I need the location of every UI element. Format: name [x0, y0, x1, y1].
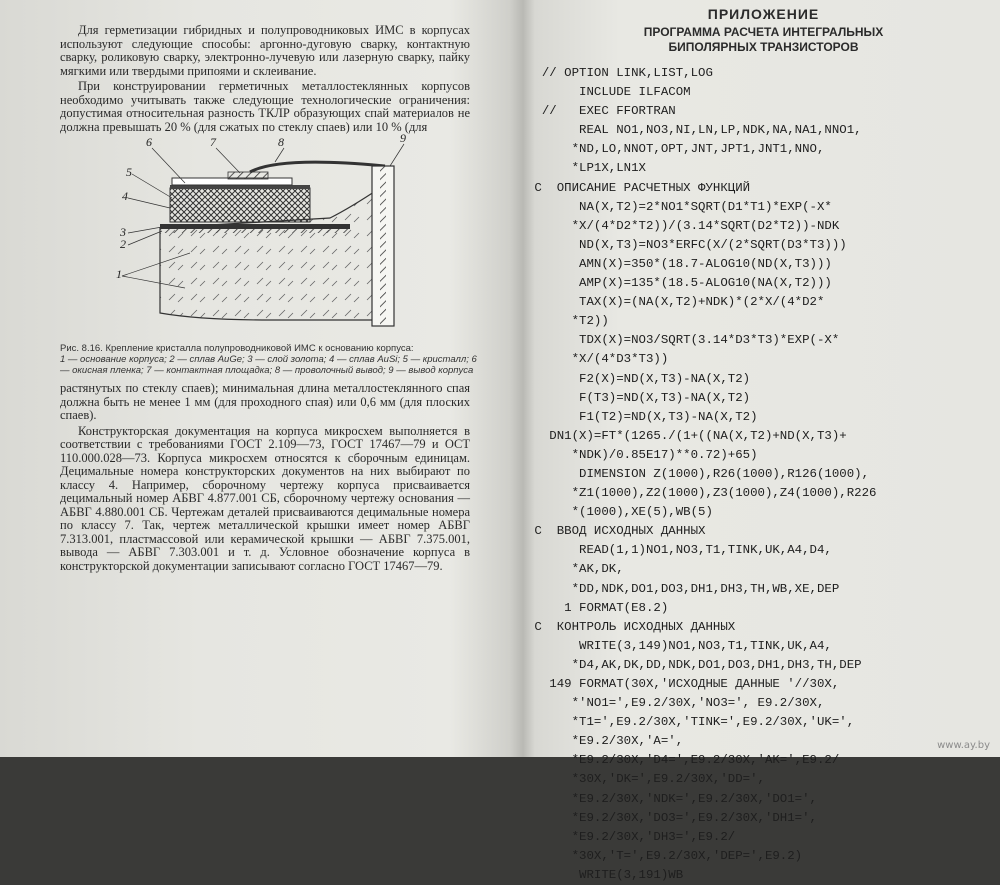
caption-title: Рис. 8.16. Крепление кристалла полупроводниковой ИМС к основанию корпуса:: [60, 343, 414, 354]
code-line: *NDK)/0.85E17)**0.72)+65): [527, 447, 758, 462]
code-line: AMN(X)=350*(18.7-ALOG10(ND(X,T3))): [527, 256, 832, 271]
code-line: // EXEC FFORTRAN: [527, 104, 676, 119]
code-line: 149 FORMAT(30X,'ИСХОДНЫЕ ДАННЫЕ '//30X,: [527, 677, 840, 691]
paragraph-continuation: растянутых по стеклу спаев); минимальная длина металлостеклянного спая должна быть не менее 1 мм (для проходного спая) или 0,6 мм (для плоских спаев).: [60, 381, 470, 422]
figure-chip-mounting: [100, 128, 470, 338]
code-line: DN1(X)=FT*(1265./(1+((NA(X,T2)+ND(X,T3)+: [527, 428, 847, 443]
fig-label-8: 8: [278, 135, 284, 149]
code-line: C ВВОД ИСХОДНЫХ ДАННЫХ: [527, 524, 706, 539]
code-line: *(1000),XE(5),WB(5): [527, 505, 713, 520]
code-line: AMP(X)=135*(18.5-ALOG10(NA(X,T2))): [527, 276, 832, 291]
left-page: [0, 0, 520, 757]
code-line: DIMENSION Z(1000),R26(1000),R126(1000),: [527, 466, 870, 481]
fig-label-5: 5: [126, 165, 132, 179]
body-text-block: [60, 382, 470, 573]
code-line: REAL NO1,NO3,NI,LN,LP,NDK,NA,NA1,NNO1,: [527, 123, 862, 138]
code-line: WRITE(3,149)NO1,NO3,T1,TINK,UK,A4,: [527, 638, 832, 653]
appendix-title: ПРИЛОЖЕНИЕ: [707, 6, 820, 22]
fig-label-9: 9: [400, 131, 406, 145]
code-line: *E9.2/30X,'DH3=',E9.2/: [527, 829, 736, 844]
fig-label-2: 2: [120, 237, 126, 251]
code-line: *30X,'DK=',E9.2/30X,'DD=',: [527, 772, 765, 787]
code-line: TAX(X)=(NA(X,T2)+NDK)*(2*X/(4*D2*: [527, 295, 825, 310]
code-line: ND(X,T3)=NO3*ERFC(X/(2*SQRT(D3*T3))): [527, 237, 847, 252]
code-line: F2(X)=ND(X,T3)-NA(X,T2): [527, 371, 751, 386]
appendix-subtitle-2: БИПОЛЯРНЫХ ТРАНЗИСТОРОВ: [668, 40, 859, 54]
code-line: *ND,LO,NNOT,OPT,JNT,JPT1,JNT1,NNO,: [527, 142, 825, 157]
caption-legend: 1 — основание корпуса; 2 — сплав AuGe; 3 — слой золота; 4 — сплав AuSi; 5 — кристалл; 6 — окисная пленка; 7 — контактная площадка; 8 — проволочный вывод; 9 — вывод корпуса: [60, 354, 477, 376]
fig-label-1: 1: [116, 267, 122, 281]
code-line: *Z1(1000),Z2(1000),Z3(1000),Z4(1000),R226: [527, 486, 877, 501]
code-line: *DD,NDK,DO1,DO3,DH1,DH3,TH,WB,XE,DEP: [527, 581, 840, 596]
appendix-subtitle-1: ПРОГРАММА РАСЧЕТА ИНТЕГРАЛЬНЫХ: [643, 25, 884, 39]
code-line: // OPTION LINK,LIST,LOG: [527, 66, 713, 80]
code-line: *E9.2/30X,'DO3=',E9.2/30X,'DH1=',: [527, 810, 817, 825]
code-line: C КОНТРОЛЬ ИСХОДНЫХ ДАННЫХ: [527, 619, 736, 634]
fig-label-3: 3: [120, 225, 126, 239]
code-line: C ОПИСАНИЕ РАСЧЕТНЫХ ФУНКЦИЙ: [527, 180, 751, 195]
fortran-listing: [527, 64, 1000, 885]
fig-label-4: 4: [122, 189, 128, 203]
code-line: *X/(4*D3*T3)): [527, 352, 669, 367]
right-page: [527, 0, 1000, 882]
code-line: *T1=',E9.2/30X,'TINK=',E9.2/30X,'UK=',: [527, 715, 855, 730]
code-line: WRITE(3,191)WB: [527, 867, 684, 882]
paragraph-documentation: Конструкторская документация на корпуса микросхем выполняется в соответствии с требованиями ГОСТ 2.109—73, ГОСТ 17467—79 и ОСТ 110.000.028—73. Корпуса микросхем относятся к сборочным единицам. Децимальные номера конструкторских документов на них выбирают по классу 4. Например, сборочному чертежу корпуса присваивается децимальный номер АБВГ 4.877.001 СБ, сборочному чертежу основания — АБВГ 4.880.001 СБ. Чертежам деталей присваиваются децимальные номера по классу 7. Так, чертеж металлической крышки имеет номер АБВГ 7.313.001, пластмассовой или керамической крышки — АБВГ 7.375.001, вывода — АБВГ 7.303.001 и т. д. Условное обозначение корпуса в конструкторской документации записывают согласно ГОСТ 17467—79.: [60, 423, 470, 573]
paragraph-constraints: При конструировании герметичных металлостеклянных корпусов необходимо учитывать также следующие технологические ограничения: допустимая относительная разность ТКЛР образующих спай материалов не должна превышать 20 % (для сжатых по стеклу спаев) или 10 % (для: [60, 79, 470, 134]
figure-caption: [60, 343, 480, 376]
code-line: READ(1,1)NO1,NO3,T1,TINK,UK,A4,D4,: [527, 543, 832, 558]
code-line: *T2)): [527, 314, 609, 329]
code-line: *'NO1=',E9.2/30X,'NO3=', E9.2/30X,: [527, 696, 825, 711]
fig-label-6: 6: [146, 135, 152, 149]
intro-text-block: [60, 24, 470, 134]
fig-label-7: 7: [210, 135, 216, 149]
code-line: F1(T2)=ND(X,T3)-NA(X,T2): [527, 409, 758, 424]
code-line: NA(X,T2)=2*NO1*SQRT(D1*T1)*EXP(-X*: [527, 199, 832, 214]
paragraph-sealing-methods: Для герметизации гибридных и полупроводниковых ИМС в корпусах используют следующие способы: аргонно-дуговую сварку, контактную сварку, роликовую сварку, электронно-лучевую или лазерную сварку, пайку мягкими или твердыми припоями и склеивание.: [60, 23, 470, 78]
code-line: *AK,DK,: [527, 562, 624, 577]
code-line: 1 FORMAT(E8.2): [527, 600, 669, 615]
code-line: *E9.2/30X,'D4=',E9.2/30X,'AK=',E9.2/: [527, 753, 840, 768]
code-line: *E9.2/30X,'NDK=',E9.2/30X,'DO1=',: [527, 791, 817, 806]
code-line: *30X,'T=',E9.2/30X,'DEP=',E9.2): [527, 848, 803, 863]
code-line: *X/(4*D2*T2))/(3.14*SQRT(D2*T2))-NDK: [527, 218, 840, 233]
watermark-text: www.ay.by: [937, 740, 990, 751]
code-line: *LP1X,LN1X: [527, 161, 646, 176]
code-line: TDX(X)=NO3/SQRT(3.14*D3*T3)*EXP(-X*: [527, 333, 840, 348]
code-line: *D4,AK,DK,DD,NDK,DO1,DO3,DH1,DH3,TH,DEP: [527, 657, 862, 672]
code-line: INCLUDE ILFACOM: [527, 85, 691, 100]
code-line: F(T3)=ND(X,T3)-NA(X,T2): [527, 390, 751, 405]
code-line: *E9.2/30X,'A=',: [527, 734, 684, 749]
